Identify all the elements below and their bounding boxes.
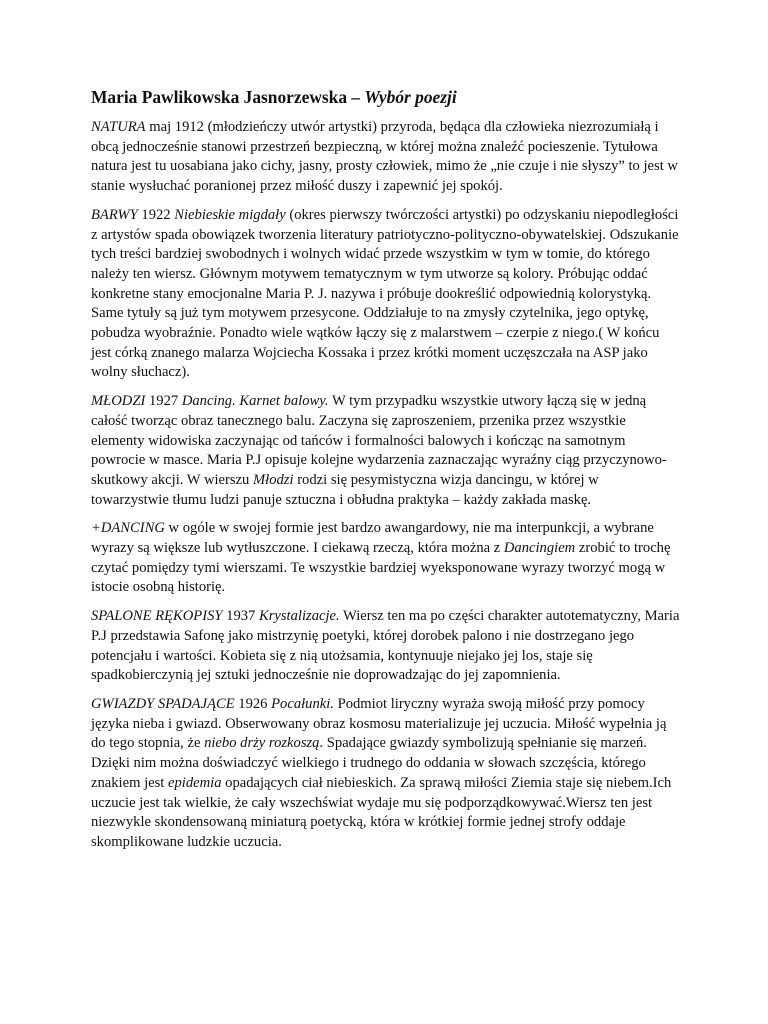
title-author: Maria Pawlikowska Jasnorzewska – (91, 87, 365, 107)
text-run: . Spadające gwiazdy symbolizują spełnianie się marzeń. Dzięki nim można doświadczyć wielkiego i trudnego do oddania w słowach szczęścia, którego znakiem jest (91, 735, 647, 791)
text-run: (okres pierwszy twórczości artystki) po odzyskaniu niepodległości z artystów spada obowiązek tworzenia literatury patriotyczno-polityczno-obywatelskiej. Odszukanie tych treści bardziej swobodnych i wolnych widać przede wszystkim w tym w tomie, do którego należy ten wiersz. Głównym motywem tematycznym w tym utworze są kolory. Próbując oddać konkretne stany emocjonalne Maria P. J. nazywa i próbuje dookreślić odpowiednią kolorystyką. Same tytuły są już tym motywem przesycone. Oddziałuje to na zmysły czytelnika, jego optykę, pobudza wyobraźnie. Ponadto wiele wątków łączy się z malarstwem – czerpie z niego.( W końcu jest córką znanego malarza Wojciecha Kossaka i przez krótki moment uczęszczała na ASP jako wolny słuchacz). (91, 206, 679, 381)
text-run: W tym przypadku wszystkie utwory łączą się w jedną całość tworząc obraz tanecznego balu. Zaczyna się zaproszeniem, przenika przez wszystkie elementy widowiska zaczynając od tańców i formalności balowych i kończąc na samotnym powrocie w masce. Maria P.J opisuje kolejne wydarzenia zaznaczając wyraźny ciąg przyczynowo-skutkowy akcji. W wierszu (91, 393, 667, 488)
text-run: Podmiot liryczny wyraża swoją miłość przy pomocy języka nieba i gwiazd. Obserwowany obraz kosmosu materializuje jej uczucia. Miłość wypełnia ją do tego stopnia, że (91, 695, 667, 752)
paragraph (91, 392, 680, 510)
text-run: rodzi się pesymistyczna wizja dancingu, w której w towarzystwie tłumu ludzi panuje sztuczna i obłudna praktyka – każdy zakłada maskę. (91, 471, 599, 508)
italic-run: BARWY (91, 206, 138, 223)
italic-run: Dancingiem (503, 540, 576, 557)
italic-run: MŁODZI (91, 393, 146, 410)
text-run: 1937 (222, 608, 259, 625)
text-run: 1927 (145, 393, 182, 410)
text-run: maj 1912 (młodzieńczy utwór artystki) przyroda, będąca dla człowieka niezrozumiałą i obcą jednocześnie stanowi przestrzeń bezpieczną, w której można znaleźć pocieszenie. Tytułowa natura jest tu uosabiana jako cichy, jasny, prosty człowiek, mimo że „nie czuje i nie słyszy” to jest w stanie wysłuchać poranionej przez miłość duszy i zapewnić jej spokój. (91, 119, 678, 195)
italic-run: GWIAZDY SPADAJĄCE (91, 695, 235, 712)
text-run: zrobić to trochę czytać pomiędzy tymi wierszami. Te wszystkie bardziej wyeksponowane wyrazy tworzyć mogą w istocie osobną historię. (91, 540, 671, 596)
text-run: Wiersz ten ma po części charakter autotematyczny, Maria P.J przedstawia Safonę jako mistrzynię poetyki, której dorobek palono i nie dostrzegano jego potencjału i wartości. Kobieta się z nią utożsamia, kontynuuje niejako jej los, staje się spadkobierczynią jej sztuki jednocześnie nie doprowadzając do jej zapomnienia. (91, 608, 680, 684)
italic-run: +DANCING (91, 520, 165, 537)
paragraph (91, 695, 680, 853)
paragraph (91, 206, 680, 383)
text-run: opadających ciał niebieskich. Za sprawą miłości Ziemia staje się niebem.Ich uczucie jest tak wielkie, że cały wszechświat wydaje mu się podporządkowywać.Wiersz ten jest niezwykle skondensowaną miniaturą poetycką, która w krótkiej formie jednej strofy oddaje skomplikowane ludzkie uczucia. (91, 774, 672, 850)
text-run: 1922 (137, 206, 175, 223)
italic-run: NATURA (91, 119, 146, 135)
italic-run: epidemia (168, 774, 222, 791)
italic-run: Pocałunki. (271, 695, 334, 712)
italic-run: Dancing. Karnet balowy. (181, 393, 329, 410)
italic-run: Młodzi (253, 471, 294, 488)
paragraph (91, 607, 680, 686)
paragraph (91, 519, 680, 598)
document-title (91, 86, 680, 108)
text-run: 1926 (234, 695, 272, 712)
italic-run: Krystalizacje. (258, 608, 340, 625)
paragraph (91, 118, 680, 197)
document-body (91, 118, 680, 853)
title-work: Wybór poezji (364, 87, 457, 107)
italic-run: Niebieskie migdały (174, 206, 286, 223)
text-run: w ogóle w swojej formie jest bardzo awangardowy, nie ma interpunkcji, a wybrane wyrazy są większe lub wytłuszczone. I ciekawą rzeczą, która można z (91, 520, 654, 557)
italic-run: niebo drży rozkoszą (204, 735, 320, 752)
italic-run: SPALONE RĘKOPISY (91, 608, 223, 625)
